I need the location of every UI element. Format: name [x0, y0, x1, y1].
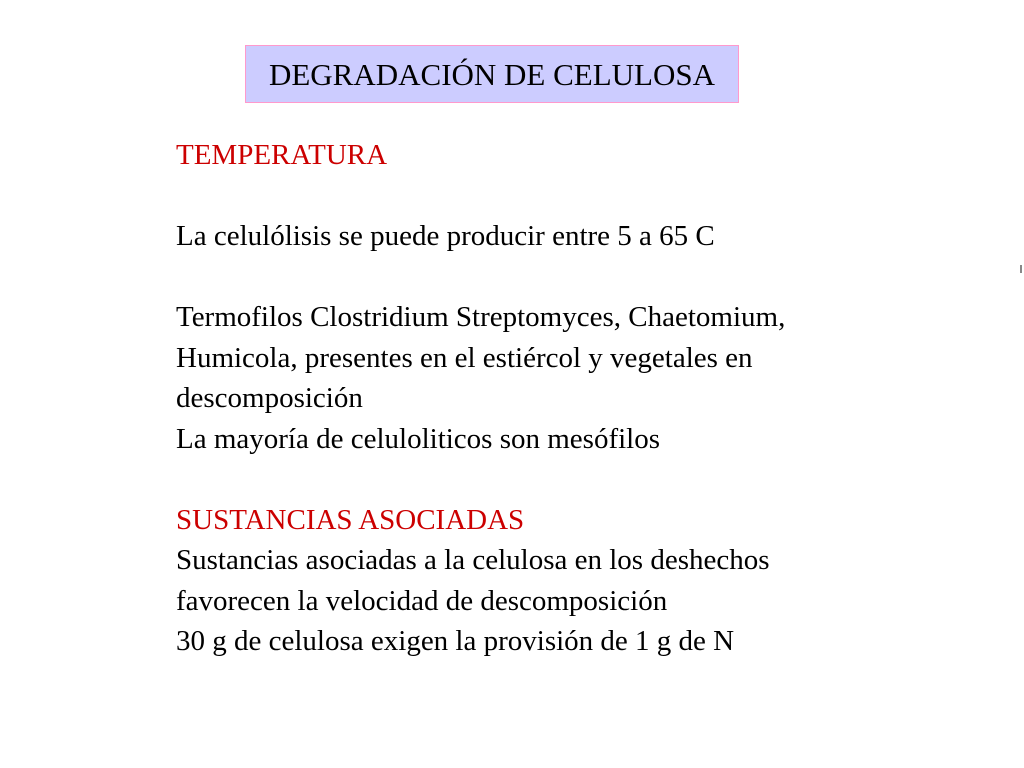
- body-line: 30 g de celulosa exigen la provisión de 1 g de N: [176, 625, 735, 657]
- spacer: [176, 257, 996, 298]
- slide-body: [176, 135, 996, 662]
- body-line: Termofilos Clostridium Streptomyces, Chaetomium,: [176, 301, 786, 333]
- spacer: [176, 176, 996, 217]
- body-line: Humicola, presentes en el estiércol y vegetales en: [176, 341, 753, 374]
- body-line: La celulólisis se puede producir entre 5 a 65 C: [176, 220, 715, 252]
- body-line: descomposición: [176, 382, 363, 414]
- slide-title-box: [245, 45, 739, 103]
- slide-title: DEGRADACIÓN DE CELULOSA: [268, 56, 716, 92]
- body-line: La mayoría de celuloliticos son mesófilos: [176, 422, 661, 455]
- edge-mark: [1020, 265, 1022, 273]
- body-line: Sustancias asociadas a la celulosa en los deshechos: [176, 544, 770, 576]
- section-heading-temperatura: TEMPERATURA: [176, 139, 388, 171]
- spacer: [176, 459, 996, 500]
- section-heading-sustancias-asociadas: SUSTANCIAS ASOCIADAS: [176, 503, 525, 536]
- body-line: favorecen la velocidad de descomposición: [176, 584, 668, 617]
